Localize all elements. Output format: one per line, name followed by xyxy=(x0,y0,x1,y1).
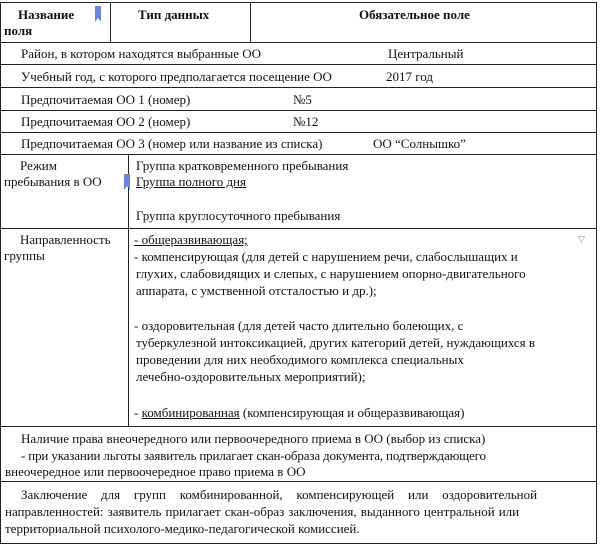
table-divider xyxy=(250,2,251,42)
pref3-label: Предпочитаемая ОО 3 (номер или название из списка) xyxy=(21,136,323,151)
table-divider xyxy=(0,426,597,427)
priority-right-note-cont: внеочередное или первоочередное право приема в ОО xyxy=(5,464,306,479)
table-divider xyxy=(0,42,597,43)
table-divider xyxy=(0,132,597,133)
bookmark-icon xyxy=(124,174,130,186)
focus-option-general[interactable] xyxy=(134,232,248,247)
focus-option-combined-dash: - xyxy=(134,405,142,420)
pref3-value[interactable]: ОО “Солнышко” xyxy=(373,136,466,151)
district-value[interactable]: Центральный xyxy=(388,46,464,61)
priority-right-note: - при указании льготы заявитель прилагает скан-образа документа, подтверждающего xyxy=(21,448,486,463)
table-divider xyxy=(0,481,597,482)
focus-label-cont: группы xyxy=(4,248,45,263)
focus-label: Направленность xyxy=(20,232,111,247)
header-data-type: Тип данных xyxy=(138,7,210,22)
conclusion-note: Заключение для групп комбинированной, компенсирующей или оздоровительной xyxy=(21,487,538,502)
pref1-label: Предпочитаемая ОО 1 (номер) xyxy=(21,92,191,107)
table-divider xyxy=(110,2,111,42)
focus-option-combined-rest: (компенсирующая и общеразвивающая) xyxy=(239,405,465,420)
pref2-value[interactable]: №12 xyxy=(293,114,319,129)
year-value[interactable]: 2017 год xyxy=(386,69,433,84)
focus-option-health-cont: лечебно-оздоровительных мероприятий); xyxy=(136,369,366,384)
table-divider xyxy=(0,110,597,111)
year-label: Учебный год, с которого предполагается посещение ОО xyxy=(21,69,332,84)
mode-option-round-the-clock[interactable]: Группа круглосуточного пребывания xyxy=(136,208,341,223)
district-label: Район, в котором находятся выбранные ОО xyxy=(21,46,262,61)
mode-option-short-stay[interactable]: Группа кратковременного пребывания xyxy=(136,158,349,173)
table-divider xyxy=(0,64,597,65)
focus-option-health[interactable]: - оздоровительная (для детей часто длительно болеющих, с xyxy=(134,318,464,333)
table-divider xyxy=(0,228,597,229)
dropdown-arrow-icon[interactable]: ▽ xyxy=(578,234,585,244)
table-divider xyxy=(0,154,597,155)
mode-option-full-day[interactable]: Группа полного дня xyxy=(136,174,246,189)
header-field-name-cont: поля xyxy=(4,23,33,38)
focus-option-combined[interactable] xyxy=(134,405,464,420)
bookmark-icon xyxy=(95,6,101,18)
table-border xyxy=(0,2,1,544)
table-border xyxy=(0,2,597,3)
table-border xyxy=(596,2,597,544)
priority-right-label: Наличие права внеочередного или первоочередного приема в ОО (выбор из списка) xyxy=(21,431,486,446)
pref2-label: Предпочитаемая ОО 2 (номер) xyxy=(21,114,191,129)
header-required-field: Обязательное поле xyxy=(359,7,470,22)
table-border xyxy=(0,543,597,544)
mode-label: Режим xyxy=(20,158,57,173)
focus-option-compensating-cont: глухих, слабовидящих и слепых, с нарушением опорно-двигательного xyxy=(136,266,526,281)
table-divider xyxy=(0,87,597,88)
header-field-name: Название xyxy=(18,7,75,22)
focus-option-general-text: - общеразвивающая; xyxy=(134,232,248,247)
focus-option-health-cont: проведении для них необходимого комплекса специальных xyxy=(136,352,464,367)
table-divider xyxy=(128,154,129,426)
focus-option-compensating-cont: аппарата, с умственной отсталостью и др.); xyxy=(136,283,377,298)
focus-option-combined-word: комбинированная xyxy=(141,405,240,420)
focus-option-health-cont: туберкулезной интоксикацией, других категорий детей, нуждающихся в xyxy=(136,335,536,350)
conclusion-note-cont: направленностей: заявитель прилагает скан-образ заключения, выданного центральной или xyxy=(5,504,520,519)
focus-option-compensating[interactable]: - компенсирующая (для детей с нарушением речи, слабослышащих и xyxy=(134,249,518,264)
conclusion-note-cont: территориальной психолого-медико-педагогической комиссией. xyxy=(5,521,360,536)
mode-label-cont: пребывания в ОО xyxy=(4,174,102,189)
pref1-value[interactable]: №5 xyxy=(293,92,312,107)
